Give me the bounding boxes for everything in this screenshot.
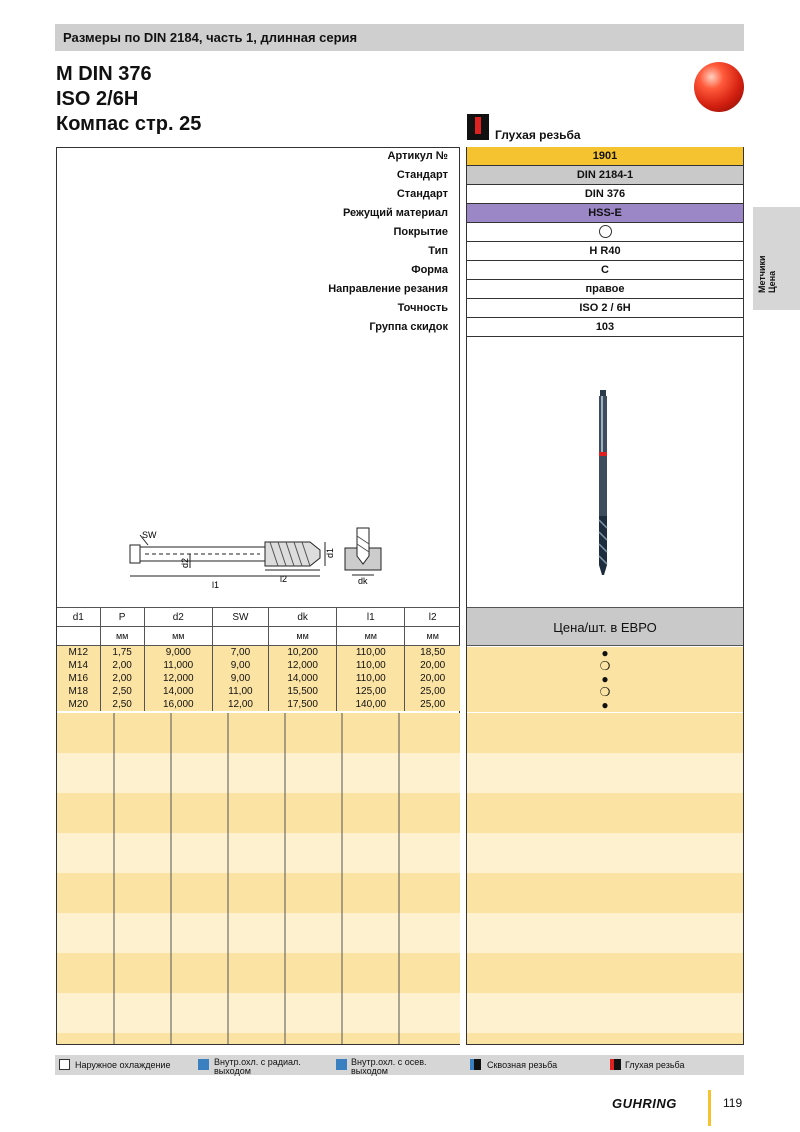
cell: 14,000 [144, 685, 212, 698]
table-unit-row [57, 627, 460, 646]
cell: 20,00 [405, 659, 460, 672]
legend-through: Сквозная резьба [487, 1060, 558, 1070]
material-ball-icon [694, 62, 744, 112]
col-header: d1 [57, 608, 100, 627]
dimensions-table [57, 607, 460, 711]
footer-divider [708, 1090, 711, 1126]
cell: 2,50 [100, 698, 144, 711]
page-title-line3: Компас стр. 25 [56, 113, 202, 135]
cell: 110,00 [337, 646, 405, 660]
cell: 12,00 [212, 698, 268, 711]
legend-axial: Внутр.охл. с осев. выходом [351, 1057, 427, 1076]
cell: 7,00 [212, 646, 268, 660]
cell: 110,00 [337, 659, 405, 672]
spec-label: Стандарт [396, 188, 448, 200]
page-title-line2: ISO 2/6H [56, 88, 139, 110]
cell: 11,000 [144, 659, 212, 672]
table-column-lines [57, 713, 460, 1044]
thread-type-label: Глухая резьба [495, 128, 581, 142]
cell: 125,00 [337, 685, 405, 698]
cell: 16,000 [144, 698, 212, 711]
cell: 25,00 [405, 698, 460, 711]
side-tab-label: Метчики Цена [757, 255, 777, 293]
table-row[interactable] [57, 698, 460, 711]
cell: 9,000 [144, 646, 212, 660]
price-availability-mark[interactable]: ● [467, 647, 743, 660]
cell: 110,00 [337, 672, 405, 685]
cell: 9,00 [212, 659, 268, 672]
spec-label: Артикул № [387, 150, 448, 162]
drawing-label-l1: l1 [212, 580, 220, 590]
blind-thread-icon [467, 114, 489, 140]
cell: M12 [57, 646, 100, 660]
cell: 2,00 [100, 659, 144, 672]
unit-cell: мм [269, 627, 337, 646]
col-header: d2 [144, 608, 212, 627]
page-number: 119 [723, 1096, 743, 1110]
header-bar-text: Размеры по DIN 2184, часть 1, длинная серия [63, 30, 358, 45]
brand-logo: GUHRING [612, 1096, 677, 1111]
price-availability-mark[interactable]: ❍ [467, 686, 743, 699]
spec-label: Форма [411, 264, 448, 276]
no-coating-icon [599, 225, 612, 238]
cell: 1,75 [100, 646, 144, 660]
spec-label: Режущий материал [342, 207, 448, 219]
side-tab[interactable] [753, 207, 800, 310]
spec-value: правое [467, 280, 743, 299]
col-header: dk [269, 608, 337, 627]
cell: 10,200 [269, 646, 337, 660]
unit-cell: мм [144, 627, 212, 646]
cell: 15,500 [269, 685, 337, 698]
unit-cell [212, 627, 268, 646]
spec-value: C [467, 261, 743, 280]
spec-label: Группа скидок [369, 321, 448, 333]
through-thread-icon [470, 1059, 481, 1070]
article-number[interactable]: 1901 [467, 147, 743, 166]
table-row[interactable] [57, 646, 460, 660]
table-row[interactable] [57, 659, 460, 672]
col-header: P [100, 608, 144, 627]
cell: 140,00 [337, 698, 405, 711]
cell: M16 [57, 672, 100, 685]
col-header: l2 [405, 608, 460, 627]
legend-external: Наружное охлаждение [75, 1060, 171, 1070]
col-header: SW [212, 608, 268, 627]
cell: 12,000 [144, 672, 212, 685]
radial-cooling-icon [198, 1059, 209, 1070]
price-availability-mark[interactable]: ● [467, 673, 743, 686]
legend-radial: Внутр.охл. с радиал. выходом [214, 1057, 301, 1076]
cell: 12,000 [269, 659, 337, 672]
cell: 11,00 [212, 685, 268, 698]
cell: 25,00 [405, 685, 460, 698]
blind-thread-legend-icon [610, 1059, 621, 1070]
table-header-row [57, 608, 460, 627]
cell: 20,00 [405, 672, 460, 685]
price-column [467, 647, 743, 712]
cell: 2,50 [100, 685, 144, 698]
cell: 9,00 [212, 672, 268, 685]
cell: M14 [57, 659, 100, 672]
drawing-label-d2: d2 [180, 557, 190, 568]
header-bar [55, 24, 744, 51]
spec-label: Покрытие [393, 226, 448, 238]
cell: 17,500 [269, 698, 337, 711]
tap-tool-image [596, 390, 610, 580]
table-row[interactable] [57, 672, 460, 685]
spec-label: Стандарт [396, 169, 448, 181]
legend-blind: Глухая резьба [625, 1060, 685, 1070]
drawing-label-dk: dk [358, 576, 368, 586]
spec-label: Точность [397, 302, 448, 314]
price-availability-mark[interactable]: ❍ [467, 660, 743, 673]
spec-value: H R40 [467, 242, 743, 261]
price-availability-mark[interactable]: ● [467, 699, 743, 712]
spec-label: Направление резания [328, 283, 448, 295]
table-row[interactable] [57, 685, 460, 698]
cell: 14,000 [269, 672, 337, 685]
spec-value: ISO 2 / 6H [467, 299, 743, 318]
unit-cell [57, 627, 100, 646]
page-title-line1: M DIN 376 [56, 63, 152, 85]
spec-value: 103 [467, 318, 743, 337]
drawing-label-l2: l2 [280, 574, 288, 584]
cell: 18,50 [405, 646, 460, 660]
spec-value: DIN 2184-1 [467, 166, 743, 185]
col-header: l1 [337, 608, 405, 627]
external-cooling-icon [59, 1059, 70, 1070]
spec-value-coating [467, 223, 743, 242]
drawing-label-sw: SW [142, 530, 157, 540]
unit-cell: мм [405, 627, 460, 646]
cell: M18 [57, 685, 100, 698]
legend-bar [55, 1055, 744, 1075]
spec-label: Тип [428, 245, 448, 257]
spec-values [467, 147, 743, 337]
unit-cell: мм [337, 627, 405, 646]
drawing-label-d1: d1 [325, 547, 335, 558]
price-column-header: Цена/шт. в ЕВРО [467, 607, 743, 646]
unit-cell: мм [100, 627, 144, 646]
price-empty-area [467, 713, 743, 1044]
spec-labels [150, 147, 448, 337]
spec-value: DIN 376 [467, 185, 743, 204]
tap-drawing [120, 520, 390, 600]
cell: 2,00 [100, 672, 144, 685]
spec-value-material: HSS-E [467, 204, 743, 223]
axial-cooling-icon [336, 1059, 347, 1070]
cell: M20 [57, 698, 100, 711]
